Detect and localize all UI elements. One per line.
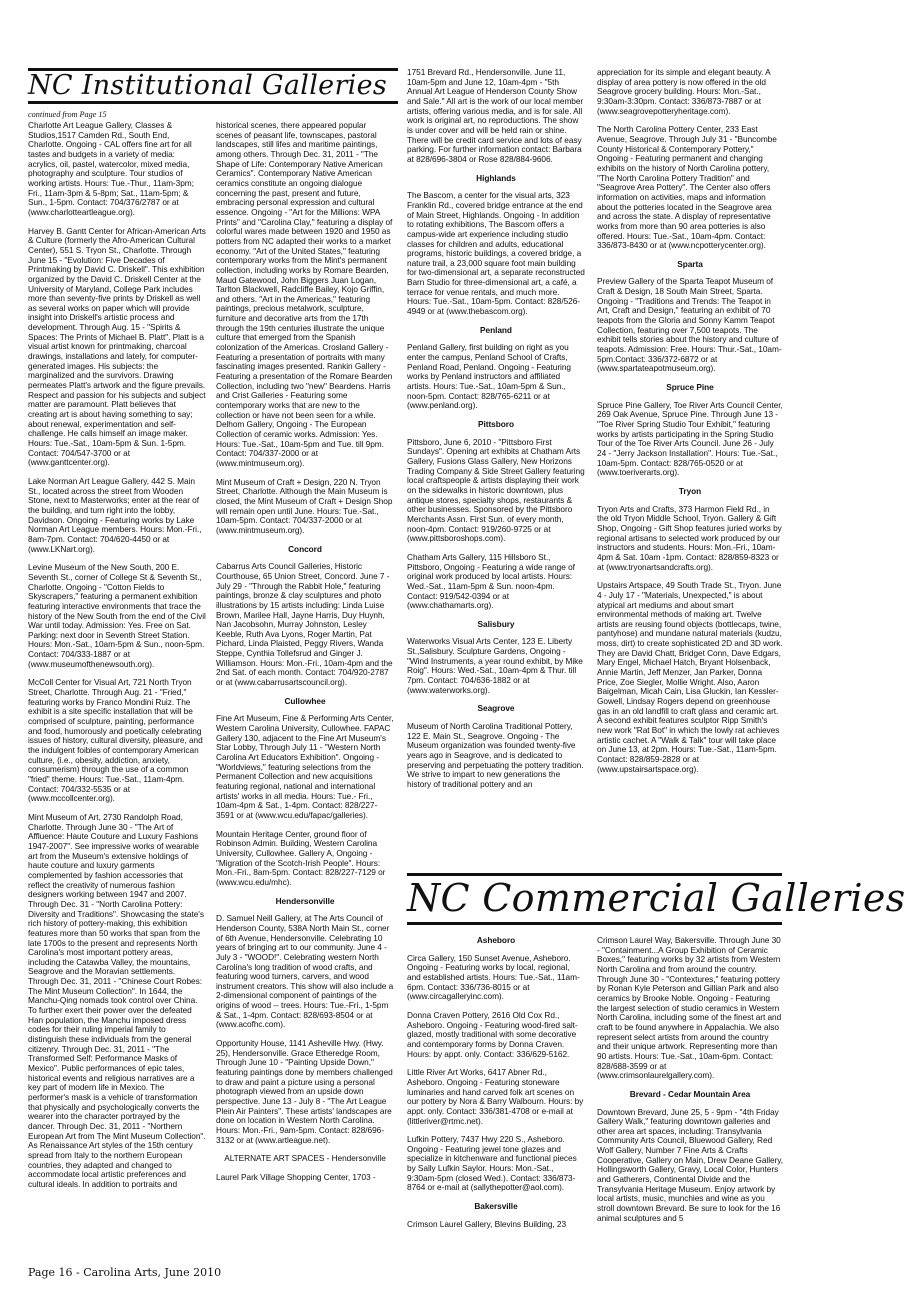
- continued-note: continued from Page 15: [28, 110, 107, 119]
- gallery-listing: Upstairs Artspace, 49 South Trade St., Tryon. June 4 - July 17 - "Materials, Unexpected," is about atypical art mediums and about smart environmental methods of making art. Twelve artists are reusing found objects (bottlecaps, twine, pantyhose) and mundane natural materials (kudzu, moss, dirt) to create sophisticated 2D and 3D work. They are David Chatt, Bridget Conn, Dave Edgars, Mary Engel, Michael Hatch, Bryant Holsenback, Annie Martin, Jeff Menzer, Jan Parker, Donna Price, Zoe Siegler, Mollie Wright. Also, Aaron Baigelman, Micah Cain, Lisa Gluckin, Ian Kessler-Gowell, Lindsay Rogers depend on greenhouse gas in an old landfill to craft glass and ceramic art. A second exhibit features sculptor Ripp Smith's new work "Rat Bot" in which the lowly rat achieves artistic cachet. A "Walk & Talk" tour will take place on June 13, at 2pm. Hours: Tue.-Sat., 11am-5pm. Contact: 828/859-2828 or at (www.upstairsartspace.org).: [597, 580, 783, 774]
- region-heading: Tryon: [678, 485, 702, 496]
- subheading: ALTERNATE ART SPACES - Hendersonville: [224, 1153, 386, 1164]
- gallery-listing: The Bascom, a center for the visual arts, 323 Franklin Rd., covered bridge entrance at the end of Main Street, Highlands. Ongoing - In addition to rotating exhibitions, The Bascom offers a campus-wide art experience including studio classes for children and adults, educational programs, historic buildings, a covered bridge, a nature trail, a 23,000 square foot main building for two-dimensional art, a separate reconstructed Barn Studio for three-dimensional art, a café, a terrace for venue rentals, and much more. Hours: Tue.-Sat., 10am-5pm. Contact: 828/526-4949 or at (www.thebascom.org).: [407, 190, 585, 317]
- gallery-listing: Tryon Arts and Crafts, 373 Harmon Field Rd., in the old Tryon Middle School, Tryon. Gallery & Gift Shop, Ongoing - Gift Shop features juried works by regional artisans to selected work produced by our instructors and students. Hours: Mon.-Fri., 10am-4pm & Sat. 10am -1pm. Contact: 828/859-8323 or at (www.tryonartsandcrafts.org).: [597, 503, 782, 572]
- region-heading: Bakersville: [474, 1201, 518, 1212]
- gallery-listing: 1751 Brevard Rd., Hendersonville. June 11, 10am-5pm and June 12, 10am-4pm - "5th Annual Art League of Henderson County Show and Sale." All art is the work of our local member artists, offering various media, and is for sale. All work is original art, no reproductions. The show is under cover and will be held rain or shine. There will be credit card service and lots of easy parking. For further information contact: Barbara at 828/696-3804 or Rose 828/884-9606.: [407, 67, 584, 164]
- gallery-listing: The North Carolina Pottery Center, 233 East Avenue, Seagrove. Through July 31 - "Buncombe County Historical & Contemporary Pottery," Ongoing - Featuring permanent and changing exhibits on the history of North Carolina pottery, "The North Carolina Pottery Tradition" and "Seagrove Area Pottery". The Center also offers information on activities, maps and information about the potteries located in the Seagrove area and across the state. A display of representative works from more than 90 area potteries is also offered. Hours: Tue.-Sat., 10am-4pm. Contact: 336/873-8430 or at (www.ncpotterycenter.org).: [597, 124, 777, 251]
- gallery-listing: Circa Gallery, 150 Sunset Avenue, Asheboro. Ongoing - Featuring works by local, regional, and established artists. Hours: Tue.-Sat., 11am-6pm. Contact: 336/736-8015 or at (www.circagalleryinc.com).: [407, 952, 580, 1002]
- region-heading: Concord: [288, 543, 322, 554]
- gallery-listing: Little River Art Works, 6417 Abner Rd., Asheboro. Ongoing - Featuring stoneware luminaries and hand carved folk art scenes on our pottery by Nora & Barry Walbourn. Hours: by appt. only. Contact: 336/381-4708 or e-mail at (littleriver@rtmc.net).: [407, 1067, 584, 1126]
- gallery-listing: Chatham Arts Gallery, 115 Hillsboro St., Pittsboro, Ongoing - Featuring a wide range of original work produced by local artists. Hours: Wed.-Sat., 11am-5pm & Sun. noon-4pm. Contact: 919/542-0394 or at (www.chathamarts.org).: [407, 551, 575, 611]
- gallery-listing: Fine Art Museum, Fine & Performing Arts Center, Western Carolina University, Cullowhee. FAPAC Gallery 130, adjacent to the Fine Art Museum's Star Lobby, Through July 11 - "Western North Carolina Art Educators Exhibition". Ongoing - "Worldviews," featuring selections from the Permanent Collection and new acquisitions featuring regional, national and international artists' works in all media. Hours: Tue.- Fri., 10am-4pm & Sat., 1-4pm. Contact: 828/227-3591 or at (www.wcu.edu/fapac/galleries).: [216, 713, 394, 820]
- gallery-listing: Laurel Park Village Shopping Center, 1703 -: [216, 1171, 376, 1182]
- institutional-column-2: [216, 121, 394, 1256]
- gallery-listing: Museum of North Carolina Traditional Pottery, 122 E. Main St., Seagrove. Ongoing - The Museum organization was founded twenty-five years ago in Seagrove, and is dedicated to preserving and perpetuating the pottery tradition. We strive to impart to new generations the history of traditional pottery and an: [407, 721, 584, 789]
- gallery-listing: Harvey B. Gantt Center for African-American Arts & Culture (formerly the Afro-American Cultural Center), 551 S. Tryon St., Charlotte. Through June 15 - "Evolution: Five Decades of Printmaking by David C. Driskell". This exhibition organized by the David C. Driskell Center at the University of Maryland, College Park includes more than seventy-five prints by Driskell as well as several works on paper which will provide insight into Driskell's artistic process and development. Through Aug. 15 - "Spirits & Spaces: The Prints of Michael B. Platt". Platt is a visual artist known for printmaking, charcoal drawings, installations and lately, for computer-generated images. His subjects: the marginalized and the survivors. Drawing permeates Platt's artwork and the figure prevails. Respect and passion for his subjects and subject matter are paramount. Platt believes that creating art is about having something to say; about renewal, experimentation and self-challenge. He calls himself an image maker. Hours: Tue.-Sat., 10am-5pm & Sun. 1-5pm. Contact: 704/547-3700 or at (www.ganttcenter.org).: [28, 225, 206, 468]
- region-heading: Cullowhee: [284, 695, 326, 706]
- gallery-listing: Lake Norman Art League Gallery, 442 S. Main St., located across the street from Wooden Stone, next to Masterworks; enter at the rear of the building, and turn right into the lobby, Davidson. Ongoing - Featuring works by Lake Norman Art League members. Hours: Mon.-Fri., 8am-7pm. Contact: 704/620-4450 or at (www.LKNart.org).: [28, 475, 202, 554]
- gallery-listing: Preview Gallery of the Sparta Teapot Museum of Craft & Design, 18 South Main Street, Sparta. Ongoing - "Traditions and Trends: The Teapot in Art, Craft and Design," featuring an exhibit of 70 teapots from the Gloria and Sonny Kamm Teapot Collection, featuring over 7,500 teapots. The exhibit tells stories about the history and culture of teapots. Admission: Free. Hours: Thur.-Sat., 10am-5pm.Contact: 336/372-6872 or at (www.spartateapotmuseum.org).: [597, 276, 782, 374]
- region-heading: Highlands: [476, 172, 516, 183]
- gallery-listing: Mint Museum of Art, 2730 Randolph Road, Charlotte. Through June 30 - "The Art of Affluence: Haute Couture and Luxury Fashions 1947-2007". See impressive works of wearable art from the Museum's extensive holdings of haute couture and luxury garments complemented by fashion accessories that reflect the creativity of numerous fashion designers working between 1947 and 2007. Through Dec. 31 - "North Carolina Pottery: Diversity and Traditions". Showcasing the state's rich history of pottery-making, this exhibition features more than 50 works that span from the late 1700s to the present and represents North Carolina's most important pottery areas, including the Catawba Valley, the mountains, Seagrove and the Moravian settlements. Through Dec. 31, 2011 - "Chinese Court Robes: The Mint Museum Collection". In 1644, the Manchu-Qing nomads took control over China. To further exert their power over the defeated Han population, the Manchu imposed dress codes for their ruling imperial family to distinguish these individuals from the general citizenry. Through Dec. 31, 2011 - "The Transformed Self: Performance Masks of Mexico". Public performances of epic tales, historical events and religious narratives are a key part of modern life in Mexico. The performer's mask is a vehicle of transformation that physically and psychologically converts the wearer into the character portrayed by the dancer. Through Dec. 31, 2011 - "Northern European Art from The Mint Museum Collection". As Renaissance Art styles of the 15th century spread from Italy to the northern European countries, they adapted and changed to accommodate local artistic preferences and cultural ideals. In addition to portraits and: [28, 811, 206, 1189]
- page-footer: Page 16 - Carolina Arts, June 2010: [28, 1266, 222, 1279]
- gallery-listing: Pittsboro, June 6, 2010 - "Pittsboro First Sundays". Opening art exhibits at Chatham Arts Gallery, Fusions Glass Gallery, New Horizons Trading Company & Side Street Gallery featuring local craftspeople & artists displaying their work on the sidewalks in historic downtown, plus antique stores, specialty shops, restaurants & other businesses. Sponsored by the Pittsboro Merchants Assn. First Sun. of every month, noon-4pm. Contact: 919/260-9725 or at (www.pittsboroshops.com).: [407, 436, 585, 544]
- gallery-listing: Waterworks Visual Arts Center, 123 E. Liberty St.,Salisbury. Sculpture Gardens, Ongoing - "Wind Instruments, a year round exhibit, by Mike Roig". Hours: Wed.-Sat., 10am-4pm & Thur. till 7pm. Contact: 704/636-1882 or at (www.waterworks.org).: [407, 636, 583, 695]
- gallery-listing: historical scenes, there appeared popular scenes of peasant life, townscapes, pastoral landscapes, still lifes and maritime paintings, among others. Through Dec. 31, 2011 - "The Shape of Life: Contemporary Native American Ceramics". Contemporary Native American ceramics constitute an ongoing dialogue concerning the past, present and future, embracing personal expression and cultural essence. Ongoing - "Art for the Millions: WPA Prints" and "Carolina Clay," featuring a display of colorful wares made between 1920 and 1950 as potters from NC adapted their works to a market economy. "Art of the United States," featuring contemporary works from the Mint's permanent collection, including works by Romare Bearden, Maud Gatewood, John Biggers Juan Logan, Tarlton Blackwell, Radcliffe Bailey, Kojo Griffin, and others. "Art in the Americas," featuring paintings, precious metalwork, sculpture, furniture and decorative arts from the 17th through the 19th centuries illustrate the unique culture that emerged from the Spanish colonization of the Americas. Crosland Gallery - Featuring a presentation of portraits with many fascinating images presented. Rankin Gallery - Featuring a presentation of the Romare Bearden Collection, including two "new" Beardens. Harris and Crist Galleries - Featuring some contemporary works that are new to the collection or have not been seen for a while. Delhom Gallery, Ongoing - The European Collection of ceramic works. Admission: Yes. Hours: Tue.-Sat., 10am-5pm and Tue. till 9pm. Contact: 704/337-2000 or at (www.mintmuseum.org).: [216, 120, 393, 468]
- region-heading: Brevard - Cedar Mountain Area: [629, 1088, 751, 1099]
- region-heading: Spruce Pine: [666, 382, 714, 393]
- institutional-masthead: [28, 68, 398, 104]
- institutional-column-1: [28, 121, 206, 1256]
- gallery-listing: Cabarrus Arts Council Galleries, Historic Courthouse, 65 Union Street, Concord. June 7 - July 29 - "Through the Rabbit Hole," featuring paintings, bronze & clay sculptures and photo illustrations by 15 artists including: Linda Luise Brown, Marilee Hall, Jayne Harris, Duy Huynh, Nan Jacobsohn, Murray Johnston, Lesley Keeble, Ruth Ava Lyons, Roger Martin, Pat Pichard, Linda Plaisted, Peggy Rivers, Wanda Steppe, Cynthia Tollefsrud and Ginger J. Williamson. Hours: Mon.-Fri., 10am-4pm and the 2nd Sat. of each month. Contact: 704/920-2787 or at (www.cabarrusartscouncil.org).: [216, 561, 393, 688]
- gallery-listing: D. Samuel Neill Gallery, at The Arts Council of Henderson County, 538A North Main St., corner of 6th Avenue, Hendersonville. Celebrating 10 years of bringing art to our community. June 4 - July 3 - "WOOD!". Celebrating western North Carolina's long tradition of wood crafts, and featuring wood turners, carvers, and wood instrument creators. This show will also include a 2-dimensional component of paintings of the origins of wood -- trees. Hours: Tue.-Fri., 1-5pm & Sat., 1-4pm. Contact: 828/693-8504 or at (www.acofhc.com).: [216, 913, 394, 1030]
- gallery-listing: Lufkin Pottery, 7437 Hwy 220 S., Asheboro. Ongoing - Featuring jewel tone glazes and specialize in kitchenware and functional pieces by Sally Lufkin Saylor. Hours: Mon.-Sat., 9:30am-5pm (closed Wed.). Contact: 336/873-8764 or e-mail at (sallythepotter@aol.com).: [407, 1134, 577, 1193]
- region-heading: Asheboro: [476, 935, 516, 945]
- gallery-listing: Mint Museum of Craft + Design, 220 N. Tryon Street, Charlotte. Although the Main Museum is closed, the Mint Museum of Craft + Design Shop will remain open until June. Hours: Tue.-Sat., 10am-5pm. Contact: 704/337-2000 or at (www.mintmuseum.org).: [216, 476, 393, 535]
- commercial-masthead: [407, 873, 905, 925]
- gallery-listing: McColl Center for Visual Art, 721 North Tryon Street, Charlotte. Through Aug. 21 - "Fried," featuring works by Franco Mondini Ruiz. The exhibit is a site specific installation that will be comprised of sculpture, painting, performance and food, humorously and poetically celebrating issues of history, cultural diversity, pleasure, and the indulgent foibles of contemporary American culture, (i.e., obesity, addiction, anxiety, consumerism) through the use of a common "fried" theme. Hours: Tue.-Sat., 11am-4pm. Contact: 704/332-5535 or at (www.mccollcenter.org).: [28, 677, 203, 804]
- gallery-listing: Donna Craven Pottery, 2616 Old Cox Rd., Asheboro. Ongoing - Featuring wood-fired salt-glazed, mostly traditional with some decorative and contemporary forms by Donna Craven. Hours: by appt. only. Contact: 336/629-5162.: [407, 1009, 578, 1059]
- section-title: NC Commercial Galleries: [407, 876, 905, 920]
- commercial-column-2: [597, 936, 783, 1256]
- region-heading: Sparta: [677, 258, 703, 269]
- gallery-listing: Levine Museum of the New South, 200 E. Seventh St., corner of College St & Seventh St., Charlotte. Ongoing - "Cotton Fields to Skyscrapers," featuring a permanent exhibition featuring interactive environments that trace the history of the New South from the end of the Civil War until today. Admission: Yes. Free on Sat. Parking: next door in Seventh Street Station. Hours: Mon.-Sat., 10am-5pm & Sun., noon-5pm. Contact: 704/333-1887 or at (www.museumofthenewsouth.org).: [28, 562, 206, 669]
- gallery-listing: Crimson Laurel Gallery, Blevins Building, 23: [407, 1218, 567, 1229]
- gallery-listing: Opportunity House, 1141 Asheville Hwy. (Hwy. 25), Hendersonville. Grace Etheredge Room, Through June 10 - "Painting Upside Down," featuring paintings done by members challenged to draw and paint a picture using a personal photograph viewed from an upside down perspective. June 13 - July 8 - "The Art League Plein Air Painters". These artists' landscapes are done on location in Western North Carolina. Hours: Mon.-Fri., 9am-5pm. Contact: 828/696-3132 or at (www.artleague.net).: [216, 1038, 393, 1145]
- commercial-column-1: [407, 936, 585, 1256]
- page-title: NC Institutional Galleries: [28, 70, 388, 101]
- gallery-listing: Mountain Heritage Center, ground floor of Robinson Admin. Building, Western Carolina University, Cullowhee. Gallery A, Ongoing - "Migration of the Scotch-Irish People". Hours: Mon.-Fri., 8am-5pm. Contact: 828/227-7129 or (www.wcu.edu/mhc).: [216, 828, 386, 887]
- gallery-listing: Penland Gallery, first building on right as you enter the campus, Penland School of Crafts, Penland Road, Penland. Ongoing - Featuring works by Penland instructors and affiliated artists. Hours: Tue.-Sat., 10am-5pm & Sun., noon-5pm. Contact: 828/765-6211 or at (www.penland.org).: [407, 342, 571, 411]
- gallery-listing: appreciation for its simple and elegant beauty. A display of area pottery is now offered in the old Seagrove grocery building. Hours: Mon.-Sat., 9:30am-3:30pm. Contact: 336/873-7887 or at (www.seagrovepotteryheritage.com).: [597, 67, 771, 116]
- region-heading: Pittsboro: [478, 419, 514, 429]
- gallery-listing: Downtown Brevard, June 25, 5 - 9pm - "4th Friday Gallery Walk," featuring downtown galleries and other area art spaces, including: Transylvania Community Arts Council, Bluewood Gallery, Red Wolf Gallery, Number 7 Fine Arts & Crafts Cooperative, Gallery on Main, Drew Deane Gallery, Hollingsworth Gallery, Gravy, Local Color, Hunters and Gatherers, Continental Divide and the Transylvania Heritage Museum. Enjoy artwork by local artists, music, munchies and wine as you stroll downtown Brevard. Be sure to look for the 16 animal sculptures and 5: [597, 1106, 784, 1223]
- gallery-listing: Spruce Pine Gallery, Toe River Arts Council Center, 269 Oak Avenue, Spruce Pine. Through June 13 - "Toe River Spring Studio Tour Exhibit," featuring works by artists participating in the Spring Studio Tour of the Toe River Arts Council. June 26 - July 24 - "Jerry Jackson Installation". Hours: Tue.-Sat., 10am-5pm. Contact: 828/765-0520 or at (www.toeriverarts.org).: [597, 399, 783, 478]
- region-heading: Hendersonville: [275, 895, 335, 906]
- gallery-listing: Charlotte Art League Gallery, Classes & Studios,1517 Camden Rd., South End, Charlotte. Ongoing - CAL offers fine art for all tastes and budgets in a variety of media: acrylics, oil, pastel, watercolor, mixed media, photography and sculpture. Tour studios of working artists. Hours: Tue.-Thur., 11am-3pm; Fri., 11am-3pm & 5-8pm; Sat., 11am-5pm; & Sun., 1-5pm. Contact: 704/376/2787 or at (www.charlotteartleague.org).: [28, 120, 194, 217]
- region-heading: Seagrove: [477, 703, 515, 714]
- institutional-column-4: [597, 68, 783, 866]
- region-heading: Penland: [480, 324, 512, 335]
- region-heading: Salisbury: [477, 618, 515, 629]
- institutional-column-3: [407, 68, 585, 866]
- gallery-listing: Crimson Laurel Way, Bakersville. Through June 30 - "Containment...A Group Exhibition of Ceramic Boxes," featuring works by 32 artists from Western North Carolina and from around the country. Through June 30 - "Contextures," featuring pottery by Ronan Kyle Peterson and Gillian Park and also ceramics by Brooke Noble. Ongoing - Featuring the largest selection of studio ceramics in Western North Carolina, including some of the finest art and craft to be found anywhere in Appalachia. We also represent select artists from around the country and their unique artwork. Representing more than 90 artists. Hours: Tue.-Sat., 10am-6pm. Contact: 828/688-3599 or at (www.crimsonlaurelgallery.com).: [597, 935, 782, 1081]
